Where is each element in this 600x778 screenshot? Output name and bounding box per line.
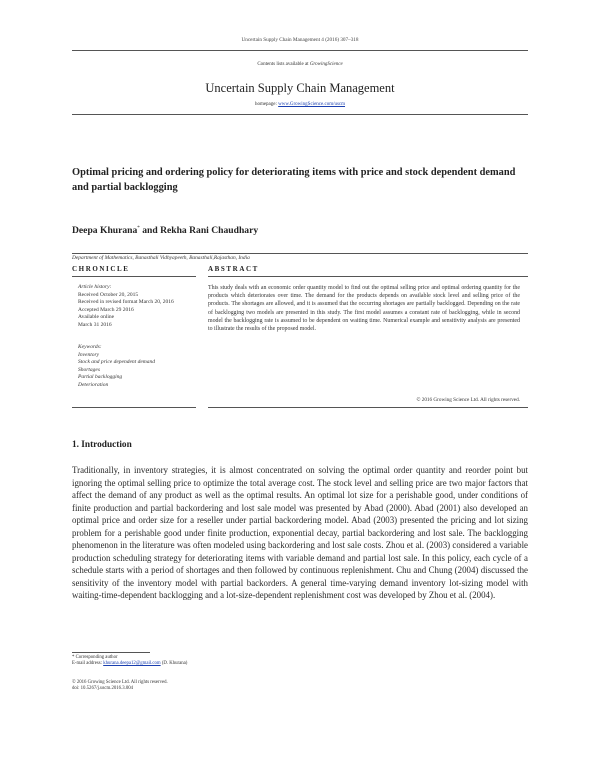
- article-doi: doi: 10.5267/j.uscm.2016.3.004: [72, 686, 134, 692]
- header-rule-top: [72, 50, 528, 51]
- header-rule-bottom: [72, 114, 528, 115]
- keyword-item: Shortages: [78, 366, 100, 373]
- publisher-copyright: © 2016 Growing Science Ltd. All rights reserved.: [72, 680, 168, 685]
- contents-prefix: Contents lists available at: [257, 62, 309, 67]
- corresponding-author-mark: *: [137, 225, 140, 231]
- homepage-line: [0, 102, 600, 107]
- chronicle-rule: [72, 276, 196, 277]
- history-item: Available online: [78, 314, 115, 321]
- author-list: [72, 225, 258, 236]
- history-item: Accepted March 29 2016: [78, 306, 134, 313]
- abstract-text: This study deals with an economic order quantity model to find out the optimal selling price and optimal ordering quantity for the products which deteriorates over time. The demand for the products depends on available stock level and selling price of the products. The shortages are allowed, and it is assumed that the occurring shortages are partially backlogged. Depending on the rate of backlogging two models are presented in this study. The first model assumes a constant rate of backlogging, while in second model the backlogging rate is assumed to be dependent on waiting time. Numerical example and sensitivity analysis are presented to illustrate the results of the proposed model.: [208, 285, 520, 333]
- publisher-footer: [72, 680, 372, 693]
- article-title: Optimal pricing and ordering policy for deteriorating items with price and stock dependent demand and partial backlogging: [72, 167, 516, 193]
- abstract-bottom-rule: [208, 407, 528, 408]
- keyword-list: [78, 344, 196, 390]
- author-conjunction: and: [139, 225, 161, 236]
- keywords-label: Keywords:: [78, 344, 102, 350]
- running-head: Uncertain Supply Chain Management 4 (2016) 307–318: [241, 37, 359, 43]
- corresponding-author-note: * Corresponding author: [72, 655, 118, 660]
- author-affiliation: Department of Mathematics, Banasthali Vidhyapeeth, Banasthali,Rajasthan, India: [72, 255, 250, 261]
- email-link[interactable]: khurana.deepa12@gmail.com: [103, 661, 161, 667]
- history-item: Received in revised format March 20, 2016: [78, 299, 174, 306]
- email-label: E-mail address:: [72, 661, 102, 667]
- keyword-item: Deterioration: [78, 381, 109, 388]
- author-name: Deepa Khurana: [72, 225, 138, 236]
- homepage-link[interactable]: www.GrowingScience.com/uscm: [278, 102, 346, 107]
- history-item: Received October 20, 2015: [78, 291, 139, 298]
- email-line: [72, 661, 372, 667]
- journal-name: Uncertain Supply Chain Management: [205, 81, 395, 95]
- introduction-paragraph: Traditionally, in inventory strategies, it is almost concentrated on solving the optimal order quantity and reorder point but ignoring the optimal selling price to optimize the total average cost. The stock level and selling price are two major factors that affect the demand of any product as well as the optimal results. An optimal lot size for a perishable good, under conditions of finite production and partial backordering and lost sale model was presented by Abad (2000). Abad (2001) also developed an optimal price and order size for a reseller under partial backordering model. Abad (2003) presented the pricing and lot sizing problem for a perishable good under finite production, exponential decay, partial backordering and lost sale. The backlogging phenomenon in the literature was often modeled using backordering and lost sale costs. Zhou et al. (2003) considered a variable production scheduling strategy for deteriorating items with variable demand and partial lost sale. In this policy, each cycle of a schedule starts with a period of shortages and then followed by continuous replenishment. Chu and Chung (2004) discussed the sensitivity of the inventory model with partial backorders. A general time-varying demand inventory lot-sizing model with waiting-time-dependent backlogging and a lot-size-dependent replenishment cost was developed by Zhou et al. (2004).: [72, 465, 528, 601]
- abstract-rule: [208, 276, 528, 277]
- footnotes: [72, 655, 372, 668]
- chronicle-heading: CHRONICLE: [72, 265, 130, 273]
- keyword-item: Partial backlogging: [78, 374, 123, 381]
- keyword-item: Stock and price dependent demand: [78, 359, 155, 366]
- chronicle-bottom-rule: [72, 407, 196, 408]
- history-label: Article history:: [78, 284, 112, 290]
- abstract-heading: ABSTRACT: [208, 265, 259, 273]
- article-history: [78, 284, 196, 330]
- email-owner: (D. Khurana): [161, 661, 188, 667]
- affiliation-rule: [72, 253, 528, 254]
- history-item: March 31 2016: [78, 321, 112, 328]
- contents-available-line: [0, 62, 600, 67]
- section-heading-introduction: 1. Introduction: [72, 440, 132, 450]
- author-name: Rekha Rani Chaudhary: [160, 225, 259, 236]
- homepage-prefix: homepage:: [254, 102, 277, 107]
- contents-publisher: GrowingScience: [309, 62, 343, 67]
- footnote-rule: [72, 652, 150, 653]
- abstract-copyright: © 2016 Growing Science Ltd. All rights reserved.: [416, 397, 520, 403]
- keyword-item: Inventory: [78, 351, 100, 358]
